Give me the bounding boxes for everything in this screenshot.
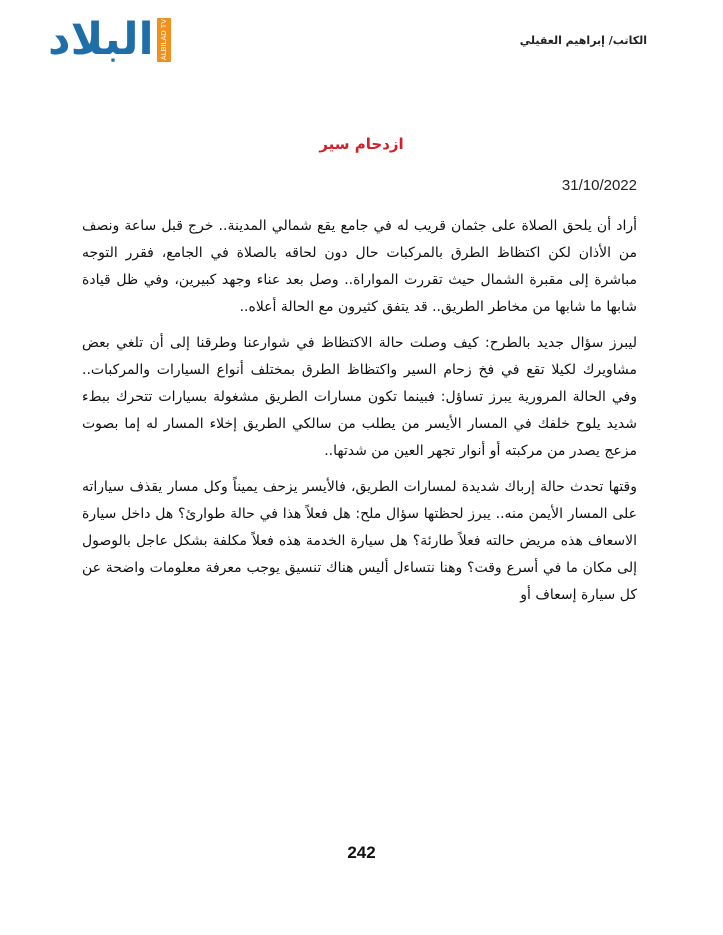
article-date: 31/10/2022	[561, 177, 637, 194]
article-body	[82, 213, 637, 618]
paragraph-2: ليبرز سؤال جديد بالطرح: كيف وصلت حالة الاكتظاظ في شوارعنا وطرقنا إلى أن تلغي بعض مشاويرك لكيلا تقع في فخ زحام السير واكتظاظ الطرق بمختلف أنواع السيارات والمركبات.. وفي الحالة المرورية يبرز تساؤل: فبينما تكون مسارات الطريق مشغولة بسيارات تتحرك ببطء شديد يلوح خلفك في المسار الأيسر من يطلب من سالكي الطريق إخلاء المسار له إما بصوت مزعج يصدر من مركبته أو أنوار تجهر العين من شدتها..	[82, 335, 637, 459]
author-name: الكاتب/ إبراهيم العقيلي	[519, 34, 647, 47]
paragraph-3: وقتها تحدث حالة إرباك شديدة لمسارات الطريق، فالأيسر يزحف يميناً وكل مسار يقذف سياراته على المسار الأيمن منه.. يبرز لحظتها سؤال ملح: هل فعلاً هذا في حالة طوارئ؟ هل داخل سيارة الاسعاف هذه مريض حالته فعلاً طارئة؟ هل سيارة الخدمة هذه فعلاً مكلفة بشكل عاجل بالوصول إلى مكان ما في أسرع وقت؟ وهنا نتساءل أليس هناك تنسيق يوجب معرفة معلومات واضحة عن كل سيارة إسعاف أو	[82, 479, 637, 603]
brand-logo	[48, 16, 171, 64]
paragraph-1: أراد أن يلحق الصلاة على جثمان قريب له في جامع يقع شمالي المدينة.. خرج قبل ساعة ونصف من الأذان لكن اكتظاظ الطرق بالمركبات حال دون لحاقه بالصلاة في الجامع، فقرر التوجه مباشرة إلى مقبرة الشمال حيث تقررت المواراة.. وصل بعد عناء وجهد كبيرين، وفي ظل قيادة شابها ما شابها من مخاطر الطريق.. قد يتفق كثيرون مع الحالة أعلاه..	[82, 218, 637, 315]
logo-tag-bar	[157, 18, 171, 62]
page-number: 242	[347, 843, 376, 862]
logo-text: البلاد	[48, 14, 154, 65]
article-title: ازدحام سير	[319, 135, 404, 153]
logo-tag: ALBILAD TV	[159, 19, 168, 61]
